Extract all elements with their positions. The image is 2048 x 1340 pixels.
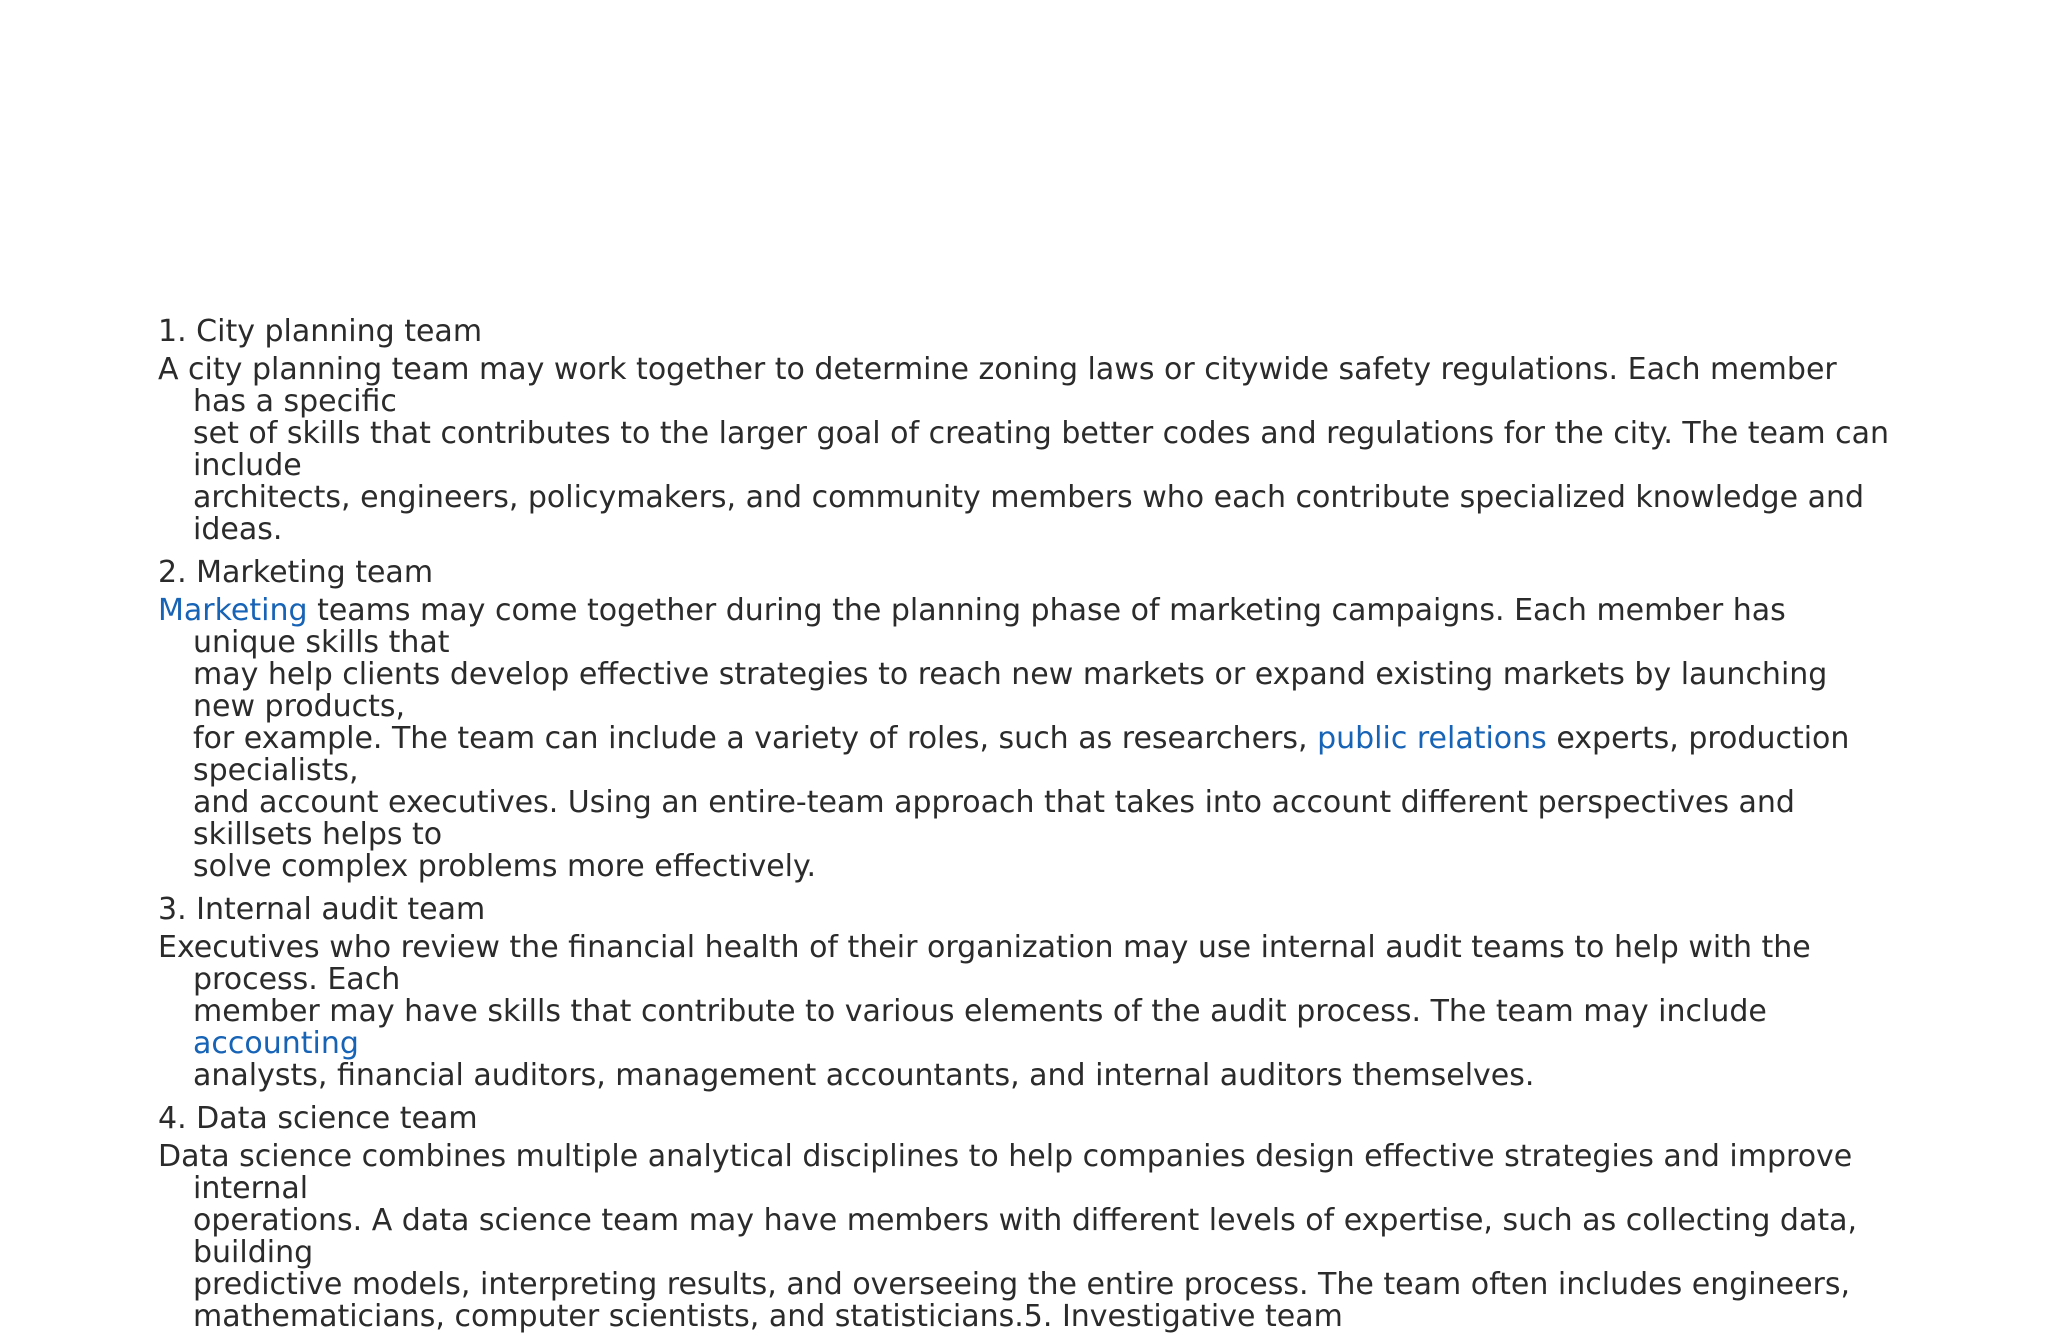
body-line: Data science combines multiple analytical disciplines to help companies design effective strategies and improve internal bbox=[158, 1139, 1853, 1206]
section-heading-data-science: 4. Data science team bbox=[158, 1101, 478, 1136]
marketing-link[interactable]: Marketing bbox=[158, 593, 308, 628]
section-body-internal-audit bbox=[158, 932, 1898, 1092]
body-line: for example. The team can include a variety of roles, such as researchers, bbox=[193, 721, 1318, 756]
section-heading-marketing: 2. Marketing team bbox=[158, 555, 434, 590]
section-body-data-science bbox=[158, 1141, 1898, 1333]
body-line: member may have skills that contribute to various elements of the audit process. The team may include bbox=[193, 994, 1767, 1029]
body-line: solve complex problems more effectively. bbox=[193, 849, 817, 884]
section-heading-city-planning: 1. City planning team bbox=[158, 314, 483, 349]
public-relations-link[interactable]: public relations bbox=[1317, 721, 1547, 756]
section-body-city-planning bbox=[158, 354, 1898, 546]
body-line: set of skills that contributes to the larger goal of creating better codes and regulations for the city. The team can include bbox=[193, 416, 1889, 483]
body-line: mathematicians, computer scientists, and statisticians.5. Investigative team bbox=[193, 1299, 1343, 1334]
body-line: and account executives. Using an entire-team approach that takes into account different perspectives and skillsets helps to bbox=[193, 785, 1795, 852]
body-line: predictive models, interpreting results, and overseeing the entire process. The team often includes engineers, bbox=[193, 1267, 1851, 1302]
body-line: architects, engineers, policymakers, and community members who each contribute specialized knowledge and ideas. bbox=[193, 480, 1865, 547]
section-body-marketing bbox=[158, 595, 1898, 883]
body-line: analysts, financial auditors, management accountants, and internal auditors themselves. bbox=[193, 1058, 1535, 1093]
body-line: may help clients develop effective strategies to reach new markets or expand existing markets by launching new products, bbox=[193, 657, 1828, 724]
body-line: experts, production specialists, bbox=[193, 721, 1850, 788]
body-line: A city planning team may work together to determine zoning laws or citywide safety regulations. Each member has a specific bbox=[158, 352, 1837, 419]
document-body bbox=[158, 312, 1898, 1340]
section-heading-internal-audit: 3. Internal audit team bbox=[158, 892, 486, 927]
body-line: operations. A data science team may have members with different levels of expertise, such as collecting data, building bbox=[193, 1203, 1858, 1270]
accounting-link[interactable]: accounting bbox=[193, 1026, 359, 1061]
body-line: Executives who review the financial health of their organization may use internal audit teams to help with the process. Each bbox=[158, 930, 1811, 997]
body-line: teams may come together during the planning phase of marketing campaigns. Each member has unique skills that bbox=[193, 593, 1786, 660]
